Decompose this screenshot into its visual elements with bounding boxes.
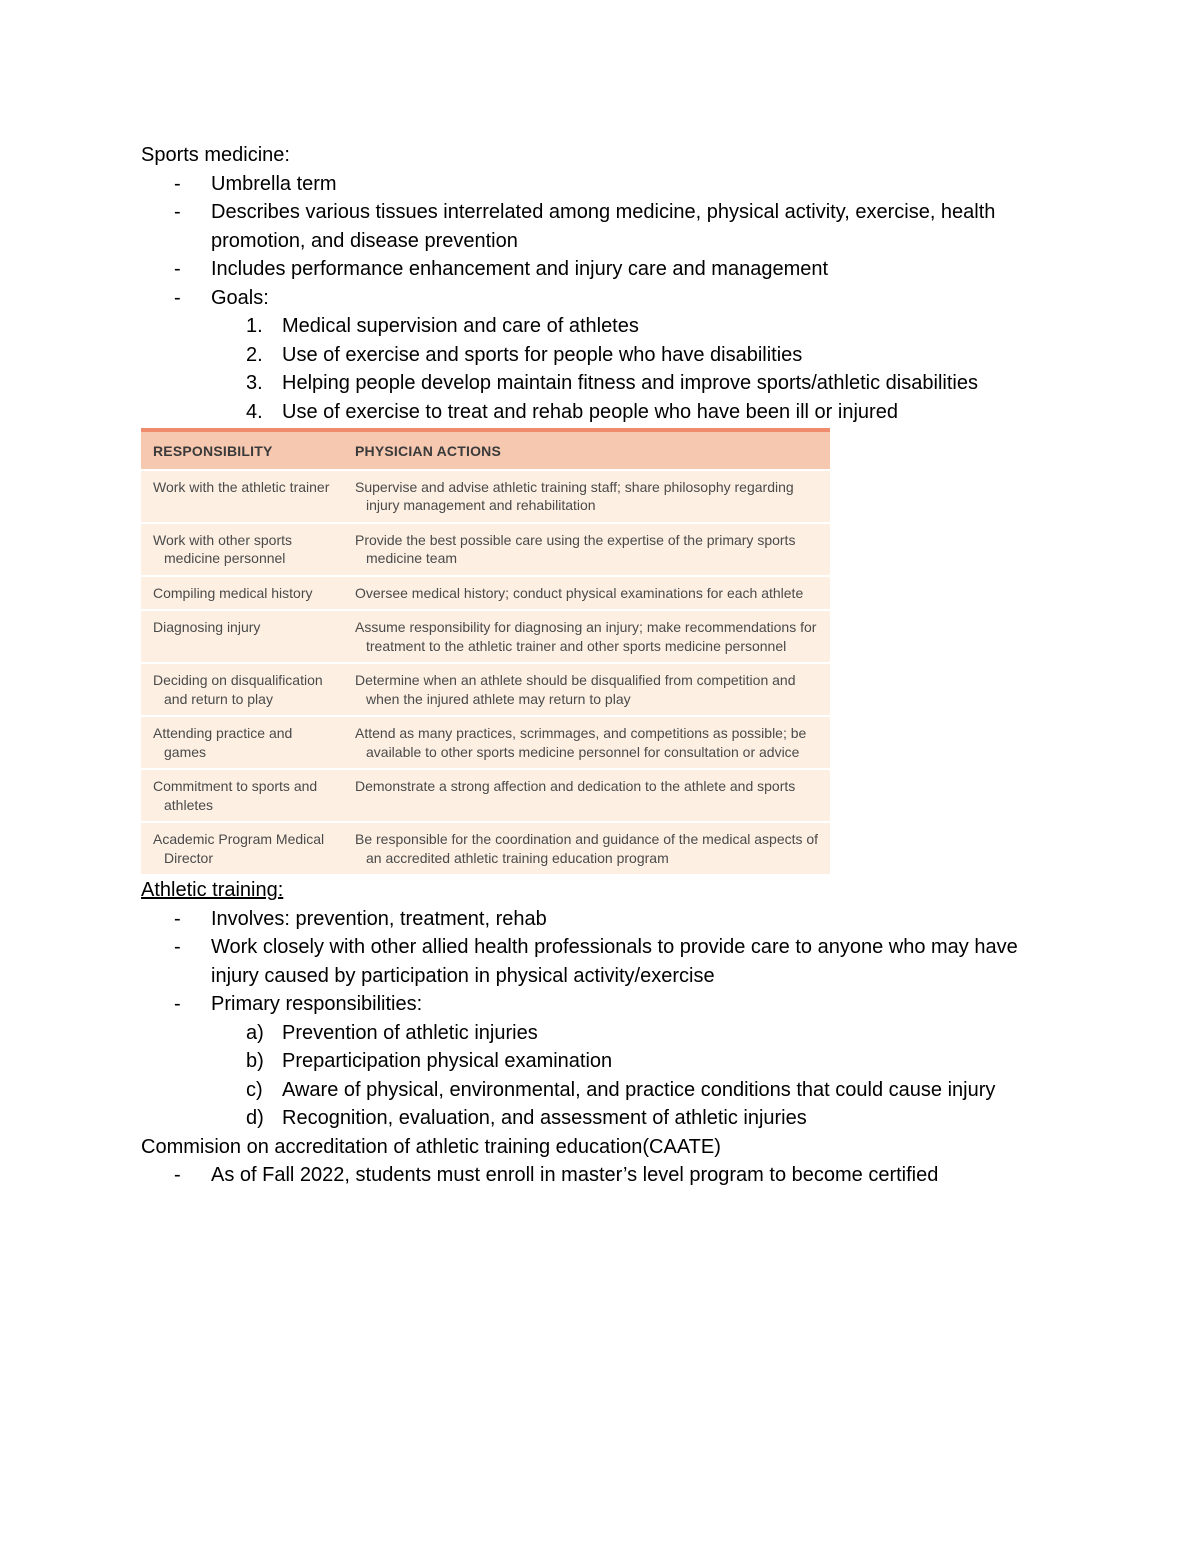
action-text: Supervise and advise athletic training staff; share philosophy regarding injury management and rehabilitation — [355, 478, 794, 513]
responsibility-text: Deciding on disqualification and return to play — [153, 672, 323, 707]
responsibility-item — [141, 1019, 1071, 1048]
dash-marker: - — [174, 993, 181, 1015]
action-cell — [343, 610, 830, 663]
list-item-text: Primary responsibilities: — [211, 993, 423, 1015]
header-physician-actions: PHYSICIAN ACTIONS — [343, 430, 830, 470]
header-responsibility: RESPONSIBILITY — [141, 430, 343, 470]
goal-text: Use of exercise and sports for people who have disabilities — [282, 343, 803, 366]
table-row — [141, 822, 830, 874]
goal-number: 3. — [246, 372, 263, 394]
physician-responsibility-table — [141, 428, 830, 874]
dash-marker: - — [174, 907, 181, 930]
list-item — [141, 170, 1071, 199]
list-item-text: Involves: prevention, treatment, rehab — [211, 907, 547, 930]
action-text: Assume responsibility for diagnosing an injury; make recommendations for treatment to the athletic trainer and other sports medicine personnel — [355, 619, 817, 654]
action-cell — [343, 576, 830, 611]
responsibilities-list — [141, 1019, 1071, 1133]
responsibility-text: Compiling medical history — [153, 584, 313, 601]
responsibility-item — [141, 1047, 1071, 1076]
action-cell — [343, 716, 830, 769]
responsibility-cell — [141, 716, 343, 769]
dash-marker: - — [174, 172, 181, 195]
goal-text: Helping people develop maintain fitness and improve sports/athletic disabilities — [282, 372, 978, 394]
action-cell — [343, 663, 830, 716]
table-row — [141, 576, 830, 611]
action-cell — [343, 769, 830, 822]
list-item-text: As of Fall 2022, students must enroll in master’s level program to become certified — [211, 1164, 939, 1186]
caate-heading: Commision on accreditation of athletic training education(CAATE) — [141, 1135, 721, 1158]
document-page — [141, 141, 1071, 1190]
responsibility-text: Diagnosing injury — [153, 619, 261, 635]
action-text: Demonstrate a strong affection and dedication to the athlete and sports — [355, 778, 796, 794]
responsibility-cell — [141, 610, 343, 663]
action-text: Be responsible for the coordination and guidance of the medical aspects of an accredited athletic training education program — [355, 831, 819, 866]
goal-item — [141, 341, 1071, 370]
table-row — [141, 523, 830, 576]
goal-item — [141, 369, 1071, 398]
responsibility-letter: b) — [246, 1050, 264, 1072]
responsibility-text: Work with other sports medicine personnel — [153, 531, 293, 566]
athletic-training-list — [141, 905, 1071, 1019]
responsibility-letter: a) — [246, 1021, 264, 1044]
list-item-text: Work closely with other allied health professionals to provide care to anyone who may have injury caused by participation in physical activity/exercise — [211, 936, 1018, 987]
goal-number: 2. — [246, 343, 263, 366]
list-item — [141, 990, 1071, 1019]
goal-item — [141, 398, 1071, 427]
list-item-text: Goals: — [211, 286, 269, 309]
responsibility-item-text: Preparticipation physical examination — [282, 1050, 613, 1072]
action-cell — [343, 470, 830, 523]
responsibility-cell — [141, 576, 343, 611]
caate-list — [141, 1161, 1071, 1190]
responsibility-cell — [141, 470, 343, 523]
responsibility-text: Work with the athletic trainer — [153, 478, 330, 495]
responsibility-cell — [141, 663, 343, 716]
table-row — [141, 610, 830, 663]
list-item — [141, 1161, 1071, 1190]
goal-item — [141, 312, 1071, 341]
goals-list — [141, 312, 1071, 426]
responsibility-cell — [141, 769, 343, 822]
responsibility-letter: c) — [246, 1078, 263, 1101]
dash-marker: - — [174, 1164, 181, 1186]
responsibility-item-text: Prevention of athletic injuries — [282, 1021, 538, 1044]
list-item — [141, 933, 1071, 990]
action-cell — [343, 822, 830, 874]
sports-medicine-heading: Sports medicine: — [141, 144, 290, 166]
responsibility-item-text: Aware of physical, environmental, and practice conditions that could cause injury — [282, 1078, 996, 1101]
list-item — [141, 284, 1071, 313]
athletic-training-heading: Athletic training: — [141, 879, 284, 901]
responsibility-text: Commitment to sports and athletes — [153, 778, 318, 813]
goal-number: 4. — [246, 400, 263, 423]
goal-text: Medical supervision and care of athletes — [282, 315, 639, 337]
responsibility-cell — [141, 822, 343, 874]
dash-marker: - — [174, 201, 181, 223]
list-item-text: Includes performance enhancement and injury care and management — [211, 258, 829, 280]
list-item — [141, 255, 1071, 284]
action-cell — [343, 523, 830, 576]
table-row — [141, 663, 830, 716]
table-row — [141, 716, 830, 769]
responsibility-item-text: Recognition, evaluation, and assessment of athletic injuries — [282, 1107, 807, 1129]
responsibility-letter: d) — [246, 1107, 264, 1129]
list-item — [141, 198, 1071, 255]
goal-text: Use of exercise to treat and rehab people who have been ill or injured — [282, 400, 898, 423]
table-row — [141, 769, 830, 822]
responsibility-item — [141, 1104, 1071, 1133]
responsibility-item — [141, 1076, 1071, 1105]
list-item — [141, 905, 1071, 934]
sports-medicine-list — [141, 170, 1071, 313]
dash-marker: - — [174, 286, 181, 309]
responsibility-cell — [141, 523, 343, 576]
table-header-row — [141, 430, 830, 470]
list-item-text: Umbrella term — [211, 172, 337, 195]
responsibility-text: Attending practice and games — [153, 725, 293, 760]
goal-number: 1. — [246, 315, 263, 337]
dash-marker: - — [174, 936, 181, 958]
dash-marker: - — [174, 258, 181, 280]
action-text: Provide the best possible care using the expertise of the primary sports medicine team — [355, 531, 796, 566]
action-text: Oversee medical history; conduct physical examinations for each athlete — [355, 584, 804, 601]
action-text: Determine when an athlete should be disqualified from competition and when the injured athlete may return to play — [355, 672, 796, 707]
responsibility-text: Academic Program Medical Director — [153, 831, 325, 866]
table-row — [141, 470, 830, 523]
list-item-text: Describes various tissues interrelated among medicine, physical activity, exercise, health promotion, and disease prevention — [211, 201, 996, 252]
action-text: Attend as many practices, scrimmages, and competitions as possible; be available to other sports medicine personnel for consultation or advice — [355, 725, 807, 760]
